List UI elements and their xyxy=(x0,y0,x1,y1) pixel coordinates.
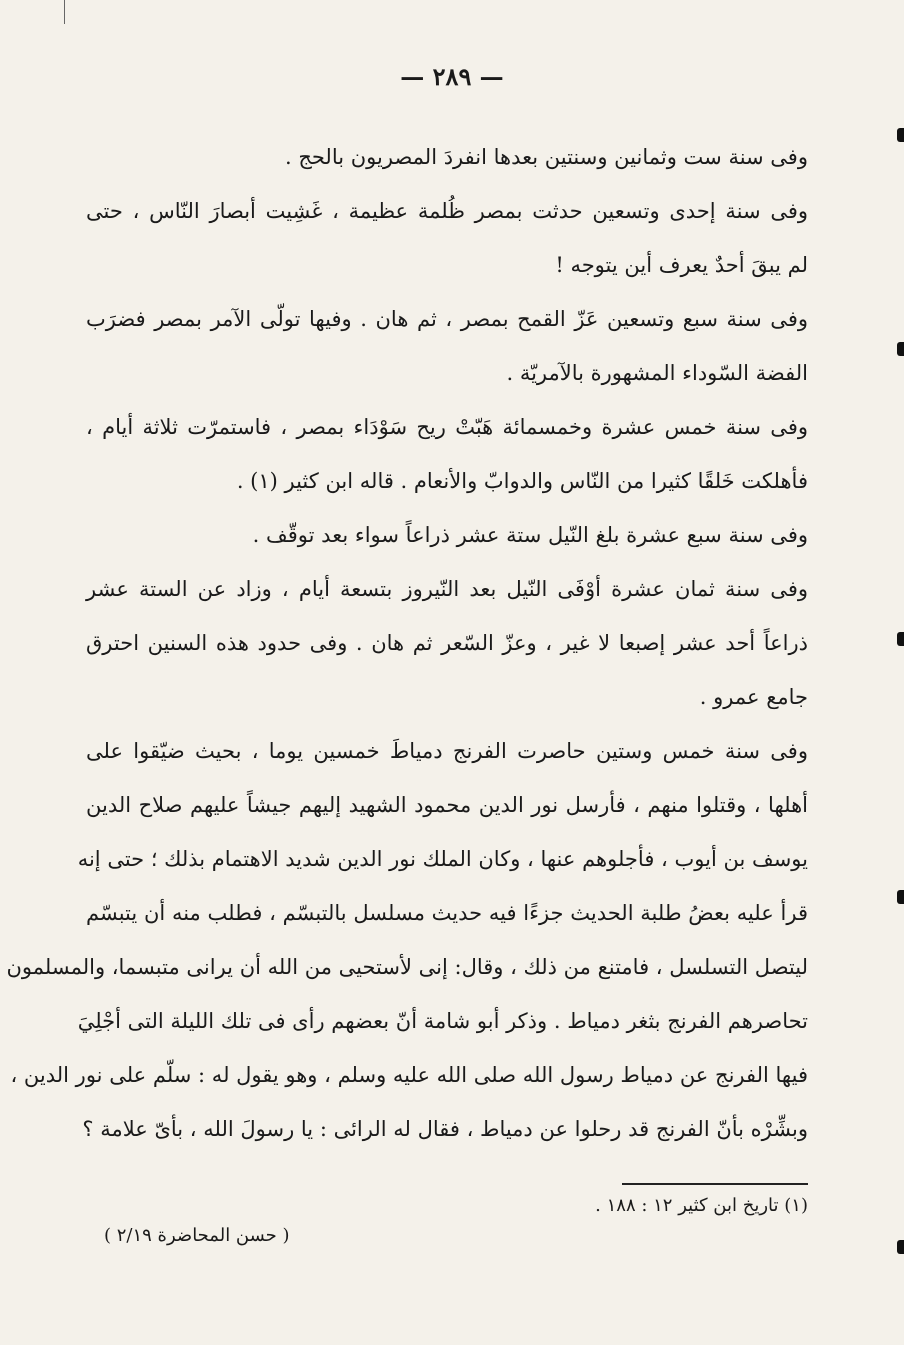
paragraph xyxy=(86,400,808,508)
text-line: جامع عمرو . xyxy=(699,685,808,709)
text-line: لم يبقَ أحدٌ يعرف أين يتوجه ! xyxy=(555,253,808,277)
text-line: فأهلكت خَلقًا كثيرا من النّاس والدوابّ والأنعام . قاله ابن كثير (١) . xyxy=(236,469,808,493)
text-line: وفى سنة ست وثمانين وسنتين بعدها انفردَ المصريون بالحج . xyxy=(284,145,808,169)
footnote-divider xyxy=(622,1183,808,1185)
text-line: الفضة السّوداء المشهورة بالآمريّة . xyxy=(506,361,808,385)
text-line: وفى سنة خمس عشرة وخمسمائة هَبّتْ ريح سَوْدَاء بمصر ، فاستمرّت ثلاثة أيام ، xyxy=(86,415,808,439)
paragraph xyxy=(86,508,808,562)
text-line: وفى سنة خمس وستين حاصرت الفرنج دمياطَ خمسين يوما ، بحيث ضيّقوا على xyxy=(86,739,808,763)
text-line: وفى سنة سبع عشرة بلغ النّيل ستة عشر ذراعاً سواء بعد توقّف . xyxy=(252,523,808,547)
text-line: وفى سنة سبع وتسعين عَزّ القمح بمصر ، ثم هان . وفيها تولّى الآمر بمصر فضرَب xyxy=(86,307,808,331)
text-line: يوسف بن أيوب ، فأجلوهم عنها ، وكان الملك نور الدين شديد الاهتمام بذلك ؛ حتى إنه xyxy=(77,847,808,871)
paragraph xyxy=(6,724,808,1156)
source-citation: ( حسن المحاضرة ٢/١٩ ) xyxy=(104,1225,290,1246)
text-line: أهلها ، وقتلوا منهم ، فأرسل نور الدين محمود الشهيد إليهم جيشاً عليهم صلاح الدين xyxy=(86,793,808,817)
paragraph xyxy=(86,184,808,292)
text-line: وبشِّرْه بأنّ الفرنج قد رحلوا عن دمياط ، فقال له الرائى : يا رسولَ الله ، بأىّ علامة ؟ xyxy=(82,1117,808,1141)
text-line: ليتصل التسلسل ، فامتنع من ذلك ، وقال: إنى لأستحيى من الله أن يرانى متبسما، والمسلمون xyxy=(6,955,808,979)
text-line: قرأ عليه بعضُ طلبة الحديث جزءًا فيه حديث مسلسل بالتبسّم ، فطلب منه أن يتبسّم xyxy=(86,901,808,925)
page-number: — ٢٨٩ — xyxy=(400,62,504,91)
paragraph xyxy=(86,130,808,184)
scan-edge-line xyxy=(64,0,65,24)
body-text xyxy=(6,130,808,1156)
page-edge-marks xyxy=(892,0,904,1345)
text-line: ذراعاً أحد عشر إصبعا لا غير ، وعزّ السّعر ثم هان . وفى حدود هذه السنين احترق xyxy=(86,631,808,655)
footnote: (١) تاريخ ابن كثير ١٢ : ١٨٨ . xyxy=(595,1195,808,1216)
text-line: وفى سنة ثمان عشرة أوْفَى النّيل بعد النّيروز بتسعة أيام ، وزاد عن الستة عشر xyxy=(86,577,808,601)
text-line: تحاصرهم الفرنج بثغر دمياط . وذكر أبو شامة أنّ بعضهم رأى فى تلك الليلة التى أجْلِيَ xyxy=(77,1009,808,1033)
paragraph xyxy=(86,292,808,400)
text-line: فيها الفرنج عن دمياط رسول الله صلى الله عليه وسلم ، وهو يقول له : سلّم على نور الدين ، xyxy=(10,1063,808,1087)
paragraph xyxy=(86,562,808,724)
text-line: وفى سنة إحدى وتسعين حدثت بمصر ظُلمة عظيمة ، غَشِيت أبصارَ النّاس ، حتى xyxy=(86,199,808,223)
